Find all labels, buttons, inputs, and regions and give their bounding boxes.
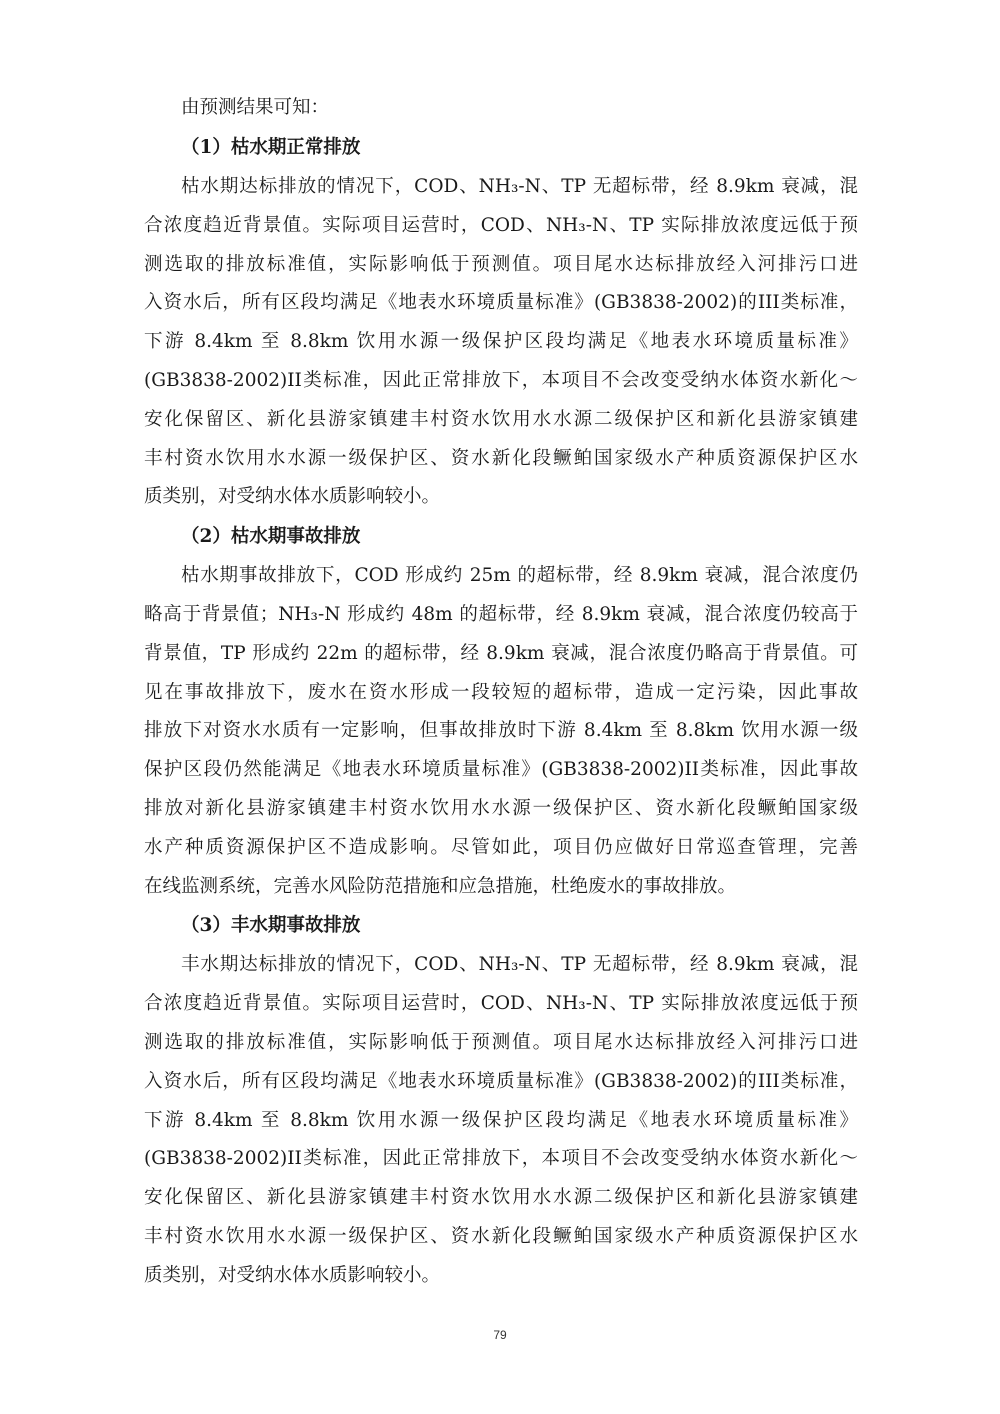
paragraph-line: 见在事故排放下，废水在资水形成一段较短的超标带，造成一定污染，因此事故 <box>144 681 858 703</box>
paragraph-line: 保护区段仍然能满足《地表水环境质量标准》(GB3838-2002)II类标准，因此事故 <box>144 759 858 781</box>
paragraph-line: 排放对新化县游家镇建丰村资水饮用水水源一级保护区、资水新化段鳜鲌国家级 <box>144 797 858 819</box>
paragraph-line: 丰村资水饮用水水源一级保护区、资水新化段鳜鲌国家级水产种质资源保护区水 <box>144 447 858 469</box>
paragraph-line: 背景值，TP 形成约 22m 的超标带，经 8.9km 衰减，混合浓度仍略高于背景值。可 <box>144 642 858 664</box>
paragraph-line: 入资水后，所有区段均满足《地表水环境质量标准》(GB3838-2002)的III类标准， <box>144 292 858 314</box>
paragraph-line: 合浓度趋近背景值。实际项目运营时，COD、NH₃-N、TP 实际排放浓度远低于预 <box>144 993 858 1015</box>
section-1 <box>144 128 858 517</box>
paragraph-line: 入资水后，所有区段均满足《地表水环境质量标准》(GB3838-2002)的III类标准， <box>144 1070 858 1092</box>
page-number: 79 <box>493 1328 507 1342</box>
paragraph-line: 合浓度趋近背景值。实际项目运营时，COD、NH₃-N、TP 实际排放浓度远低于预 <box>144 214 858 236</box>
paragraph-line: 略高于背景值；NH₃-N 形成约 48m 的超标带，经 8.9km 衰减，混合浓度仍较高于 <box>144 603 858 625</box>
section-2 <box>144 517 858 906</box>
paragraph-line: 测选取的排放标准值，实际影响低于预测值。项目尾水达标排放经入河排污口进 <box>144 1031 858 1053</box>
paragraph-line: 下游 8.4km 至 8.8km 饮用水源一级保护区段均满足《地表水环境质量标准》 <box>144 331 858 353</box>
paragraph-line: 安化保留区、新化县游家镇建丰村资水饮用水水源二级保护区和新化县游家镇建 <box>144 408 858 430</box>
section-paragraph <box>144 557 858 906</box>
paragraph-line: 丰村资水饮用水水源一级保护区、资水新化段鳜鲌国家级水产种质资源保护区水 <box>144 1225 858 1247</box>
section-heading: （3）丰水期事故排放 <box>181 915 361 937</box>
paragraph-line: 质类别，对受纳水体水质影响较小。 <box>144 486 441 508</box>
paragraph-line: 丰水期达标排放的情况下，COD、NH₃-N、TP 无超标带，经 8.9km 衰减，混 <box>181 954 858 976</box>
intro-text: 由预测结果可知： <box>181 97 330 118</box>
paragraph-line: (GB3838-2002)II类标准，因此正常排放下，本项目不会改变受纳水体资水新化～ <box>144 1148 858 1170</box>
section-heading: （2）枯水期事故排放 <box>181 526 361 548</box>
paragraph-line: 枯水期达标排放的情况下，COD、NH₃-N、TP 无超标带，经 8.9km 衰减，混 <box>181 176 858 197</box>
section-heading: （1）枯水期正常排放 <box>181 137 361 158</box>
paragraph-line: 水产种质资源保护区不造成影响。尽管如此，项目仍应做好日常巡查管理，完善 <box>144 836 858 858</box>
section-3 <box>144 906 858 1295</box>
paragraph-line: 枯水期事故排放下，COD 形成约 25m 的超标带，经 8.9km 衰减，混合浓度仍 <box>181 565 858 587</box>
section-paragraph <box>144 946 858 1295</box>
paragraph-line: (GB3838-2002)II类标准，因此正常排放下，本项目不会改变受纳水体资水新化～ <box>144 369 858 391</box>
paragraph-line: 在线监测系统，完善水风险防范措施和应急措施，杜绝废水的事故排放。 <box>144 875 737 897</box>
paragraph-line: 质类别，对受纳水体水质影响较小。 <box>144 1264 441 1286</box>
paragraph-line: 排放下对资水水质有一定影响，但事故排放时下游 8.4km 至 8.8km 饮用水源一级 <box>144 720 858 742</box>
paragraph-line: 安化保留区、新化县游家镇建丰村资水饮用水水源二级保护区和新化县游家镇建 <box>144 1187 858 1209</box>
paragraph-line: 测选取的排放标准值，实际影响低于预测值。项目尾水达标排放经入河排污口进 <box>144 253 858 275</box>
section-paragraph <box>144 168 858 517</box>
paragraph-line: 下游 8.4km 至 8.8km 饮用水源一级保护区段均满足《地表水环境质量标准》 <box>144 1109 858 1131</box>
document-body <box>144 88 858 1296</box>
